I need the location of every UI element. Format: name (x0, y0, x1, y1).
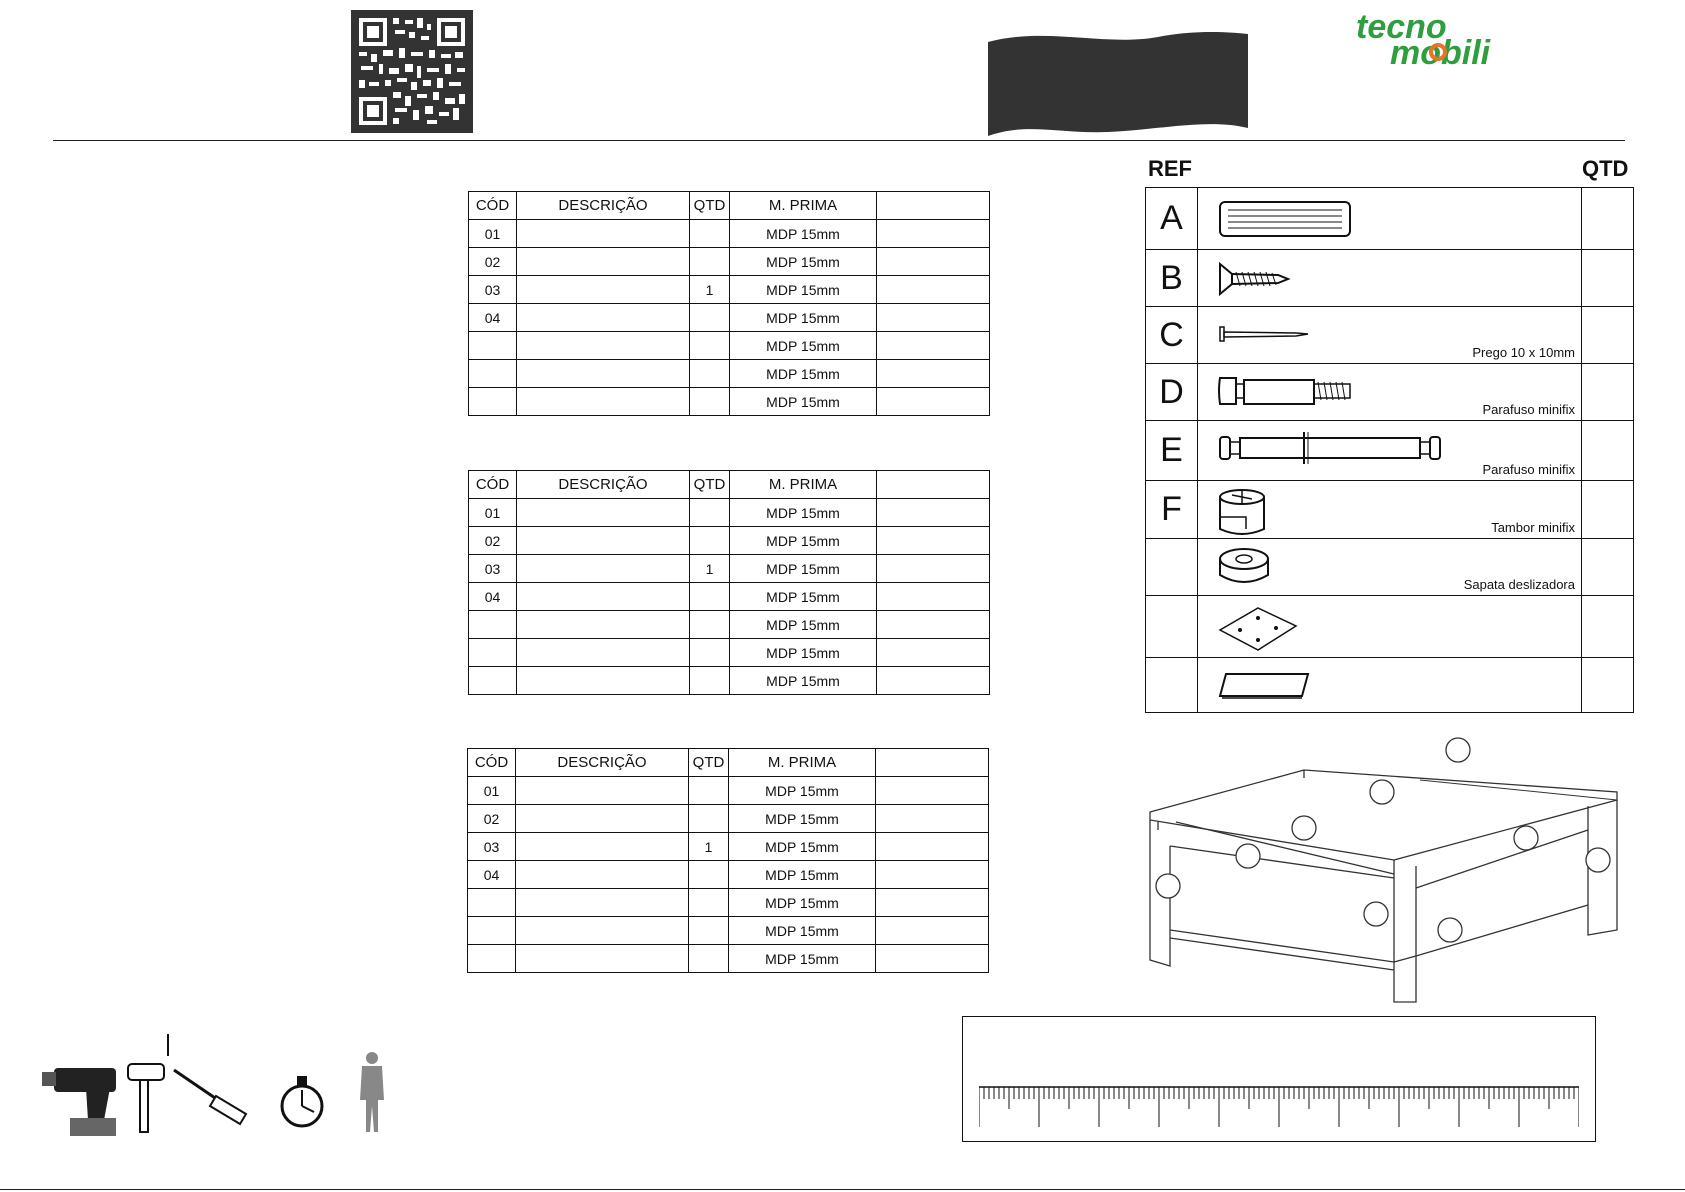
hardware-ref: F (1146, 481, 1198, 539)
cell-extra (876, 889, 989, 917)
double-minifix-icon (1216, 427, 1446, 471)
hardware-row (1146, 596, 1634, 658)
cell-mat: MDP 15mm (730, 248, 877, 276)
cell-cod (468, 889, 516, 917)
cell-desc (517, 332, 690, 360)
cell-extra (877, 499, 990, 527)
cell-mat: MDP 15mm (730, 611, 877, 639)
col-cod-header: CÓD (469, 192, 517, 220)
table-row (469, 639, 990, 667)
table-row (469, 667, 990, 695)
part-callout-circle (1156, 874, 1180, 898)
cell-mat: MDP 15mm (730, 527, 877, 555)
part-callout-circle (1586, 848, 1610, 872)
hardware-ref (1146, 539, 1198, 596)
cell-cod: 01 (468, 777, 516, 805)
cell-mat: MDP 15mm (730, 499, 877, 527)
table-row (469, 304, 990, 332)
col-extra-header (877, 471, 990, 499)
cell-cod: 01 (469, 220, 517, 248)
cell-extra (877, 276, 990, 304)
cell-qtd (690, 332, 730, 360)
cell-qtd (690, 611, 730, 639)
cell-qtd (690, 388, 730, 416)
cell-desc (517, 388, 690, 416)
measurement-ruler-box (962, 1016, 1596, 1142)
cell-extra (876, 917, 989, 945)
cell-desc (516, 945, 689, 973)
cell-desc (516, 917, 689, 945)
cell-extra (877, 611, 990, 639)
cell-cod (469, 388, 517, 416)
col-qtd-header: QTD (690, 471, 730, 499)
cell-desc (517, 276, 690, 304)
part-callout-circle (1514, 826, 1538, 850)
cell-desc (517, 667, 690, 695)
table-row (469, 248, 990, 276)
cell-extra (877, 639, 990, 667)
cell-mat: MDP 15mm (729, 777, 876, 805)
hardware-row (1146, 364, 1634, 421)
cell-qtd (690, 639, 730, 667)
cell-mat: MDP 15mm (729, 945, 876, 973)
cam-lock-icon (1216, 487, 1276, 539)
table-header-row (469, 192, 990, 220)
qtd-header: QTD (1582, 156, 1629, 181)
hardware-illustration-cell (1198, 364, 1582, 421)
cell-cod: 03 (469, 276, 517, 304)
cell-mat: MDP 15mm (730, 583, 877, 611)
cell-qtd (689, 889, 729, 917)
cell-qtd (689, 861, 729, 889)
cell-desc (516, 833, 689, 861)
cell-cod: 03 (469, 555, 517, 583)
hardware-illustration-cell (1198, 539, 1582, 596)
cell-desc (517, 220, 690, 248)
hardware-illustration-cell (1198, 596, 1582, 658)
col-descricao-header: DESCRIÇÃO (517, 192, 690, 220)
hardware-illustration-cell (1198, 481, 1582, 539)
cell-cod: 03 (468, 833, 516, 861)
table-row (469, 332, 990, 360)
cell-cod (468, 945, 516, 973)
cell-desc (517, 248, 690, 276)
cell-extra (877, 555, 990, 583)
header-rule (53, 140, 1625, 141)
cell-qtd (690, 248, 730, 276)
table-row (469, 555, 990, 583)
table-row (469, 611, 990, 639)
cell-desc (517, 499, 690, 527)
cell-desc (517, 555, 690, 583)
dowel-icon (1216, 194, 1356, 242)
cell-mat: MDP 15mm (729, 917, 876, 945)
hardware-ref: C (1146, 307, 1198, 364)
cell-qtd (689, 945, 729, 973)
parts-table-3 (467, 748, 989, 973)
cell-cod (469, 667, 517, 695)
footer-rule (0, 1189, 1685, 1190)
cell-desc (517, 304, 690, 332)
table-row (468, 861, 989, 889)
table-row (469, 360, 990, 388)
cell-qtd: 1 (690, 276, 730, 304)
hardware-ref: E (1146, 421, 1198, 481)
hardware-row (1146, 481, 1634, 539)
cell-qtd (690, 304, 730, 332)
cell-mat: MDP 15mm (730, 220, 877, 248)
hardware-label: Prego 10 x 10mm (1472, 345, 1575, 360)
table-row (469, 583, 990, 611)
hardware-qtd-cell (1582, 188, 1634, 250)
part-callout-circle (1446, 738, 1470, 762)
bracket-icon (1216, 664, 1316, 706)
hardware-label: Sapata deslizadora (1463, 577, 1575, 592)
col-extra-header (876, 749, 989, 777)
cell-mat: MDP 15mm (730, 388, 877, 416)
hardware-ref: B (1146, 250, 1198, 307)
cell-extra (877, 220, 990, 248)
cell-qtd (690, 583, 730, 611)
table-row (468, 889, 989, 917)
part-callout-circle (1364, 902, 1388, 926)
cell-mat: MDP 15mm (730, 304, 877, 332)
minifix-screw-icon (1216, 370, 1356, 414)
col-materia-prima-header: M. PRIMA (730, 471, 877, 499)
cell-extra (876, 861, 989, 889)
cell-qtd (689, 777, 729, 805)
table-row (468, 805, 989, 833)
hardware-qtd-cell (1582, 250, 1634, 307)
table-row (468, 833, 989, 861)
col-qtd-header: QTD (689, 749, 729, 777)
cell-cod (469, 360, 517, 388)
cell-cod: 01 (469, 499, 517, 527)
person-icon (360, 1052, 384, 1132)
cell-mat: MDP 15mm (730, 276, 877, 304)
table-row (469, 527, 990, 555)
title-banner (988, 30, 1248, 140)
hardware-illustration-cell (1198, 188, 1582, 250)
cell-extra (877, 332, 990, 360)
hardware-qtd-cell (1582, 481, 1634, 539)
cell-mat: MDP 15mm (730, 639, 877, 667)
cell-desc (517, 611, 690, 639)
cell-cod (469, 639, 517, 667)
hardware-illustration-cell (1198, 250, 1582, 307)
col-descricao-header: DESCRIÇÃO (516, 749, 689, 777)
cell-mat: MDP 15mm (730, 332, 877, 360)
cell-cod (469, 332, 517, 360)
hardware-ref (1146, 596, 1198, 658)
hardware-label: Parafuso minifix (1482, 462, 1575, 477)
cell-qtd (689, 805, 729, 833)
hardware-row (1146, 307, 1634, 364)
hardware-row (1146, 658, 1634, 713)
cell-mat: MDP 15mm (730, 555, 877, 583)
table-header-row (469, 471, 990, 499)
cell-cod: 02 (469, 248, 517, 276)
cell-desc (516, 805, 689, 833)
cell-cod: 04 (468, 861, 516, 889)
svg-text:tecno: tecno (1356, 8, 1447, 46)
cell-extra (876, 833, 989, 861)
hammer-icon (128, 1064, 164, 1132)
col-qtd-header: QTD (690, 192, 730, 220)
table-row (469, 388, 990, 416)
cell-qtd: 1 (690, 555, 730, 583)
tools-strip (40, 1028, 400, 1136)
ruler (979, 1085, 1579, 1129)
nail-icon (1216, 313, 1316, 353)
hardware-table (1145, 187, 1634, 713)
hardware-qtd-cell (1582, 658, 1634, 713)
hardware-label: Parafuso minifix (1482, 402, 1575, 417)
cell-qtd (690, 667, 730, 695)
hardware-row (1146, 250, 1634, 307)
table-row (469, 276, 990, 304)
table-row (469, 220, 990, 248)
table-row (468, 945, 989, 973)
stopwatch-icon (282, 1076, 322, 1126)
table-row (468, 917, 989, 945)
table-header-row (468, 749, 989, 777)
cell-cod: 02 (468, 805, 516, 833)
cell-extra (877, 583, 990, 611)
hardware-illustration-cell (1198, 307, 1582, 364)
cell-extra (876, 805, 989, 833)
qr-code (351, 10, 473, 133)
cell-qtd (690, 527, 730, 555)
cell-qtd (690, 220, 730, 248)
cell-qtd (690, 499, 730, 527)
ref-header: REF (1148, 156, 1192, 181)
cell-qtd (689, 917, 729, 945)
drill-icon (42, 1068, 116, 1136)
cell-qtd (690, 360, 730, 388)
cell-extra (876, 777, 989, 805)
cell-extra (877, 360, 990, 388)
cell-mat: MDP 15mm (730, 360, 877, 388)
plate-icon (1216, 602, 1306, 654)
cell-extra (877, 388, 990, 416)
cell-desc (517, 639, 690, 667)
coffee-table-drawing (1140, 730, 1620, 1010)
cell-qtd: 1 (689, 833, 729, 861)
parts-table-2 (468, 470, 990, 695)
hardware-qtd-cell (1582, 539, 1634, 596)
part-callout-circle (1370, 780, 1394, 804)
cell-desc (517, 527, 690, 555)
hardware-illustration-cell (1198, 658, 1582, 713)
hardware-qtd-cell (1582, 596, 1634, 658)
tecnomobili-logo (1352, 8, 1552, 68)
hardware-ref: A (1146, 188, 1198, 250)
cell-extra (877, 304, 990, 332)
part-callout-circle (1236, 844, 1260, 868)
cell-extra (876, 945, 989, 973)
hardware-qtd-cell (1582, 421, 1634, 481)
cell-extra (877, 527, 990, 555)
hardware-row (1146, 421, 1634, 481)
table-row (468, 777, 989, 805)
cell-mat: MDP 15mm (729, 833, 876, 861)
cell-desc (516, 777, 689, 805)
hardware-label: Tambor minifix (1491, 520, 1575, 535)
hardware-row (1146, 188, 1634, 250)
hardware-row (1146, 539, 1634, 596)
hardware-ref (1146, 658, 1198, 713)
cell-mat: MDP 15mm (729, 889, 876, 917)
cell-cod: 04 (469, 304, 517, 332)
hardware-illustration-cell (1198, 421, 1582, 481)
cell-extra (877, 667, 990, 695)
hardware-qtd-cell (1582, 364, 1634, 421)
screw-icon (1216, 256, 1296, 300)
glide-foot-icon (1216, 545, 1276, 591)
cell-cod (469, 611, 517, 639)
cell-desc (516, 889, 689, 917)
cell-cod: 04 (469, 583, 517, 611)
svg-text:mobili: mobili (1390, 34, 1491, 68)
cell-cod: 02 (469, 527, 517, 555)
col-cod-header: CÓD (469, 471, 517, 499)
cell-mat: MDP 15mm (729, 805, 876, 833)
col-descricao-header: DESCRIÇÃO (517, 471, 690, 499)
col-materia-prima-header: M. PRIMA (729, 749, 876, 777)
table-row (469, 499, 990, 527)
hardware-qtd-cell (1582, 307, 1634, 364)
cell-mat: MDP 15mm (730, 667, 877, 695)
screwdriver-icon (174, 1070, 246, 1124)
cell-desc (517, 583, 690, 611)
cell-desc (516, 861, 689, 889)
cell-desc (517, 360, 690, 388)
cell-mat: MDP 15mm (729, 861, 876, 889)
part-callout-circle (1292, 816, 1316, 840)
cell-extra (877, 248, 990, 276)
col-cod-header: CÓD (468, 749, 516, 777)
cell-cod (468, 917, 516, 945)
col-materia-prima-header: M. PRIMA (730, 192, 877, 220)
col-extra-header (877, 192, 990, 220)
hardware-ref: D (1146, 364, 1198, 421)
parts-table-1 (468, 191, 990, 416)
part-callout-circle (1438, 918, 1462, 942)
